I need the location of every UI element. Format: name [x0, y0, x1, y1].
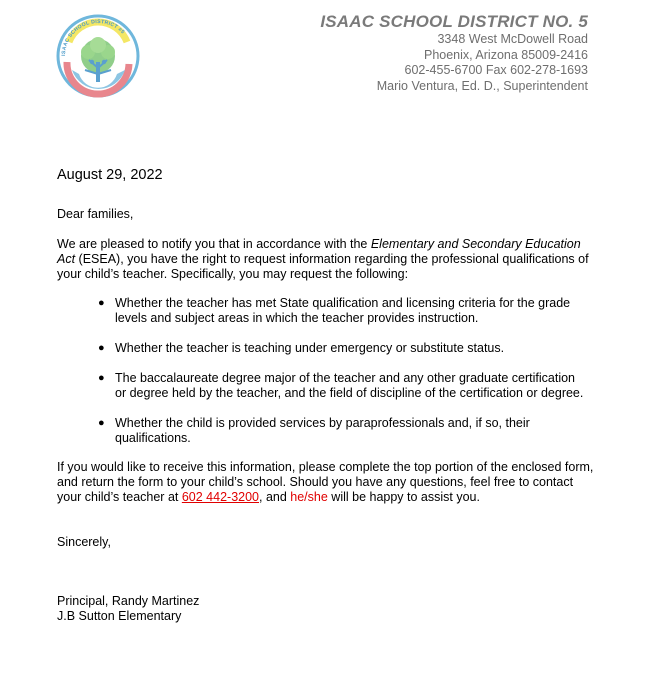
list-item-text: The baccalaureate degree major of the teacher and any other graduate certification or degree held by the teacher, and the field of discipline of the certification or degree.: [115, 371, 584, 400]
list-item-text: Whether the child is provided services by paraprofessionals and, if so, their qualifications.: [115, 416, 530, 445]
list-item-text: Whether the teacher is teaching under emergency or substitute status.: [115, 341, 505, 355]
school-name: J.B Sutton Elementary: [57, 609, 182, 623]
closing-text-3: will be happy to assist you.: [327, 490, 480, 504]
bullet-icon: ●: [98, 342, 105, 354]
pronoun-placeholder: he/she: [290, 490, 328, 504]
salutation: Dear families,: [57, 207, 134, 221]
letter-date: August 29, 2022: [57, 167, 163, 183]
closing-text-1: If you would like to receive this information, please complete the top portion of the enclosed form, and return the form to your child’s school. Should you have any questions, feel free to contact your child’s teacher at: [57, 460, 594, 504]
intro-text-2: (ESEA), you have the right to request information regarding the professional qualifications of your child’s teacher. Specifically, you may request the following:: [57, 252, 589, 281]
superintendent: Mario Ventura, Ed. D., Superintendent: [376, 78, 588, 93]
logo-text: ISAAC SCHOOL DISTRICT #5: [60, 18, 126, 57]
district-logo: [55, 12, 141, 100]
bullet-icon: ●: [98, 417, 105, 429]
closing-text-2: , and: [259, 490, 291, 504]
district-name: ISAAC SCHOOL DISTRICT NO. 5: [320, 12, 588, 31]
list-item: [98, 371, 597, 401]
list-item: [98, 296, 597, 326]
letterhead: [320, 12, 588, 94]
bullet-icon: ●: [98, 372, 105, 384]
street-address: 3348 West McDowell Road: [437, 32, 588, 46]
list-item: [98, 341, 597, 356]
intro-text-1: We are pleased to notify you that in accordance with the: [57, 237, 371, 251]
sign-off: Sincerely,: [57, 535, 111, 549]
intro-paragraph: [57, 237, 597, 282]
teacher-phone-link[interactable]: 602 442-3200: [181, 490, 259, 504]
act-name: Elementary and Secondary Education Act: [57, 237, 581, 266]
list-item: [98, 416, 597, 446]
city-address: Phoenix, Arizona 85009-2416: [423, 47, 588, 62]
bullet-icon: ●: [98, 297, 105, 309]
phone-fax: 602-455-6700 Fax 602-278-1693: [404, 63, 588, 77]
list-item-text: Whether the teacher has met State qualification and licensing criteria for the grade levels and subject areas in which the teacher provides instruction.: [115, 296, 571, 325]
signer-name: Principal, Randy Martinez: [57, 594, 200, 608]
letter-body: [57, 168, 597, 624]
closing-paragraph: [57, 460, 597, 505]
request-list: [57, 296, 597, 446]
signature-block: [57, 594, 597, 624]
